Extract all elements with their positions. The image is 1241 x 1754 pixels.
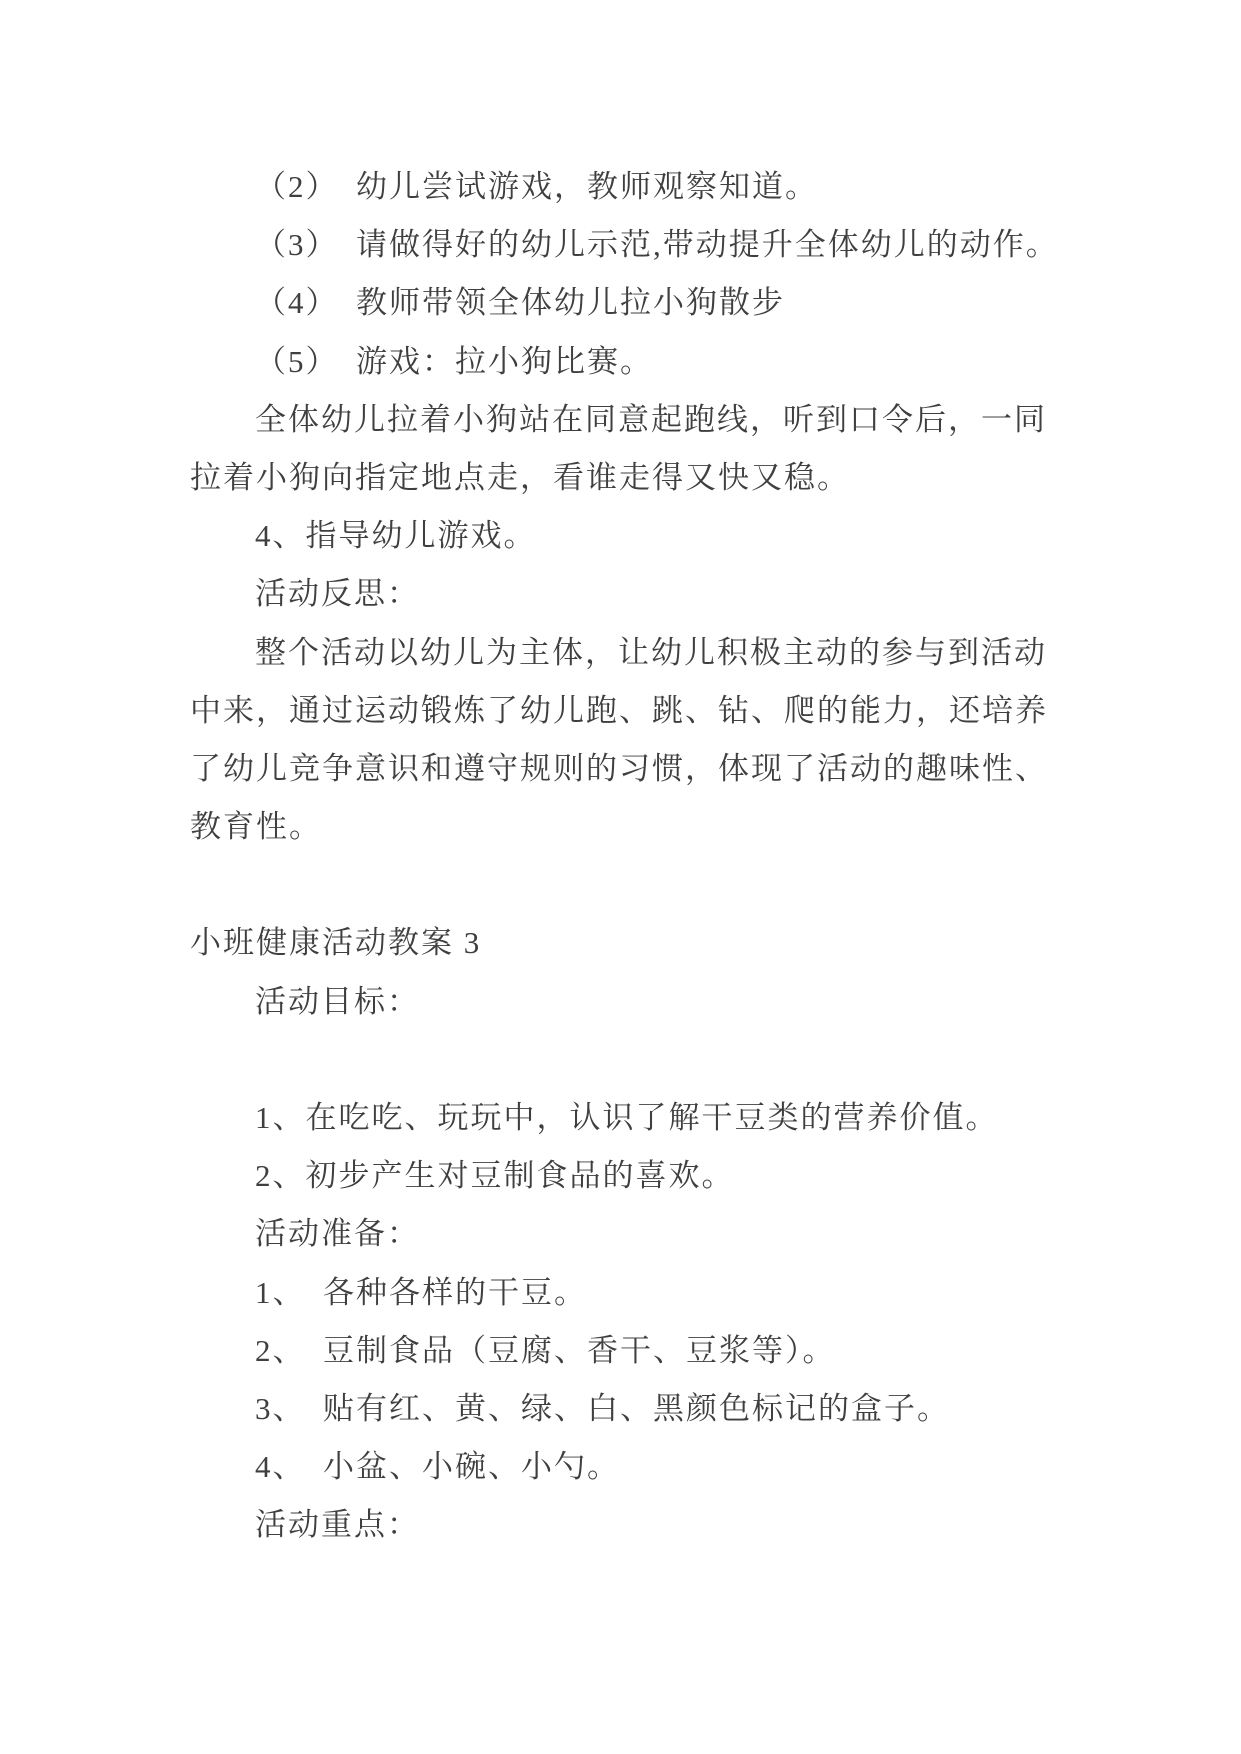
blank-line	[190, 856, 1086, 914]
text-line: 全体幼儿拉着小狗站在同意起跑线，听到口令后，一同	[255, 401, 1047, 437]
text-line: 1、 各种各样的干豆。	[255, 1274, 587, 1310]
text-line: 了幼儿竞争意识和遵守规则的习惯，体现了活动的趣味性、	[190, 750, 1048, 786]
text-line: 4、 小盆、小碗、小勺。	[255, 1449, 620, 1485]
text-line: 教育性。	[190, 809, 322, 845]
text-line: 活动准备：	[255, 1216, 420, 1252]
text-line: 2、 豆制食品（豆腐、香干、豆浆等）。	[255, 1332, 836, 1368]
text-line: 活动目标：	[255, 983, 420, 1019]
text-line: 拉着小狗向指定地点走，看谁走得又快又稳。	[190, 459, 850, 495]
text-line: 小班健康活动教案 3	[190, 925, 482, 961]
text-line: （4） 教师带领全体幼儿拉小狗散步	[255, 285, 785, 321]
text-line: 4、指导幼儿游戏。	[255, 518, 537, 554]
text-line: 整个活动以幼儿为主体，让幼儿积极主动的参与到活动	[255, 634, 1047, 670]
text-line: 中来，通过运动锻炼了幼儿跑、跳、钻、爬的能力，还培养	[190, 692, 1048, 728]
text-line: 活动反思：	[255, 576, 420, 612]
text-line: 3、 贴有红、黄、绿、白、黑颜色标记的盒子。	[255, 1390, 950, 1426]
document-body	[190, 158, 1086, 1555]
text-line: 1、在吃吃、玩玩中，认识了解干豆类的营养价值。	[255, 1100, 999, 1135]
text-line: 2、初步产生对豆制食品的喜欢。	[255, 1158, 735, 1194]
blank-line	[190, 1031, 1086, 1089]
text-line: （2） 幼儿尝试游戏，教师观察知道。	[255, 169, 818, 204]
text-line: 活动重点：	[255, 1507, 420, 1543]
text-line: （3） 请做得好的幼儿示范,带动提升全体幼儿的动作。	[255, 227, 1059, 263]
text-line: （5） 游戏：拉小狗比赛。	[255, 343, 653, 379]
